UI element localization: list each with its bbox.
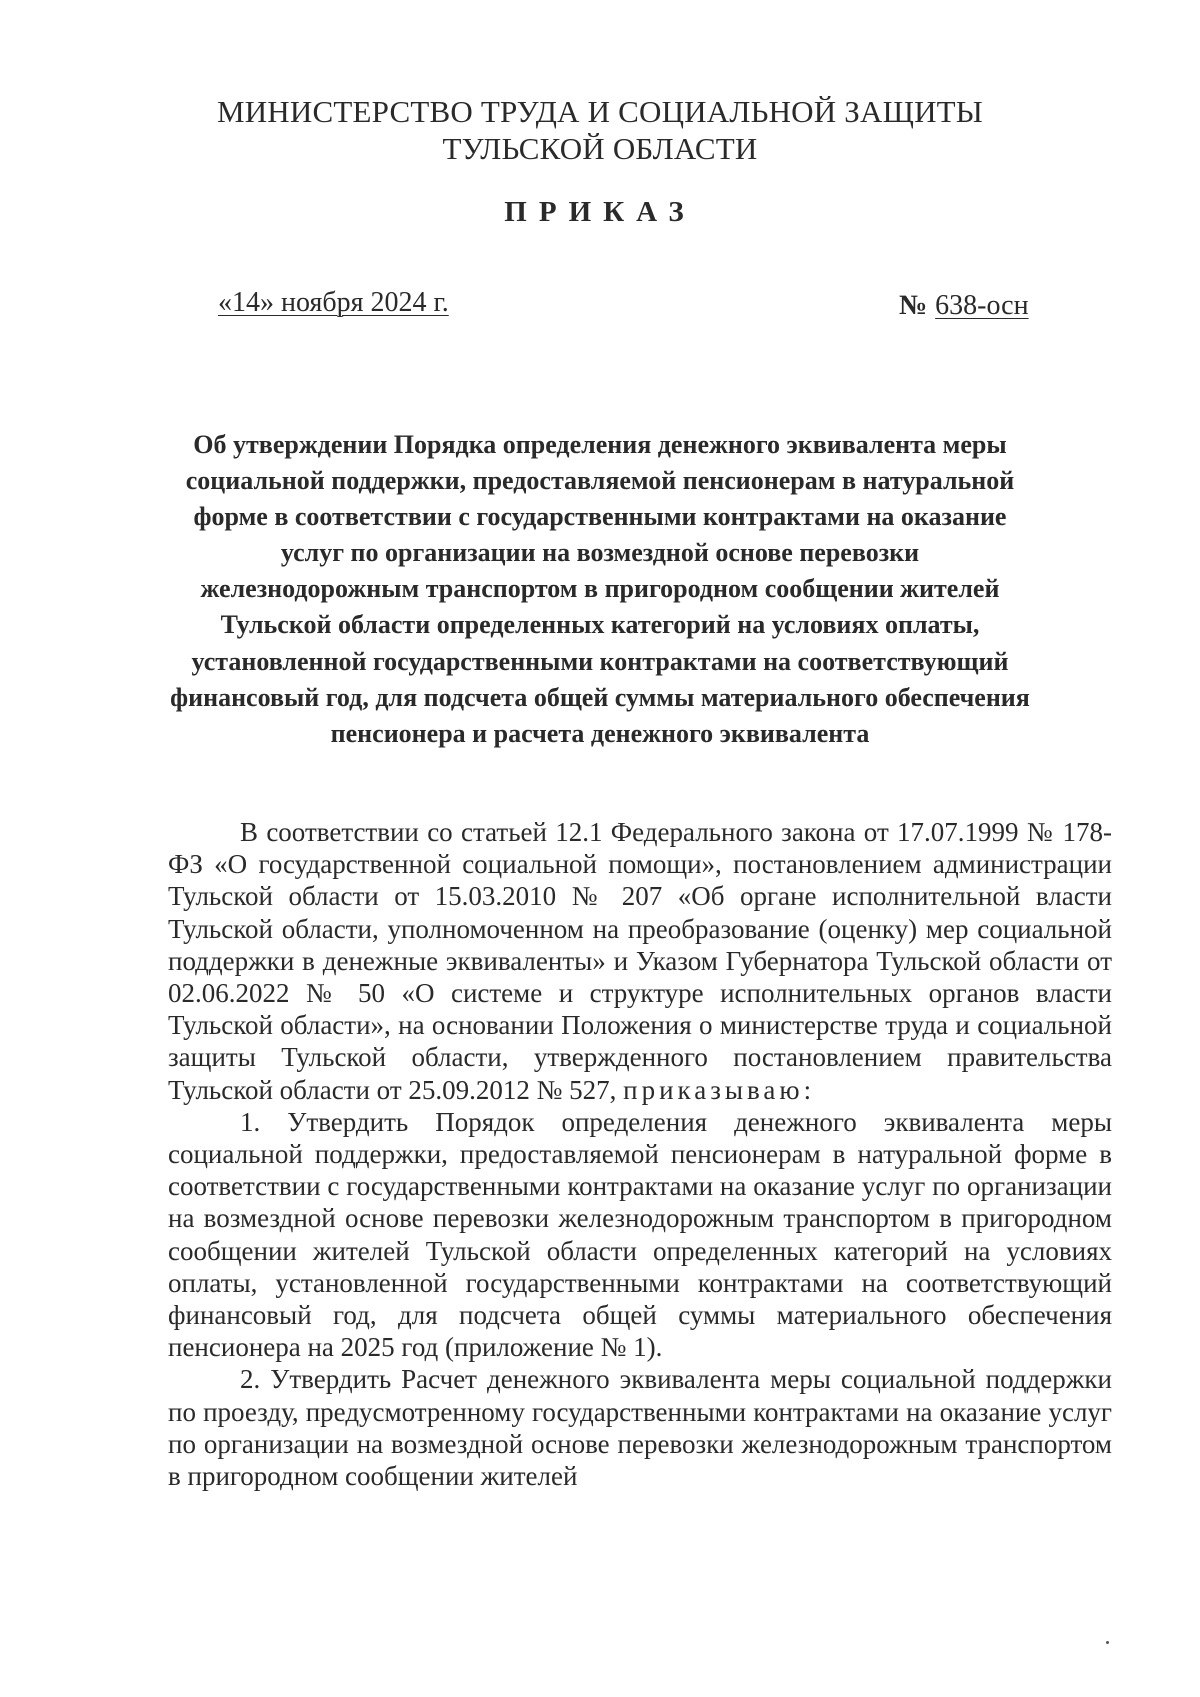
scan-speck <box>1106 1641 1109 1644</box>
item-1-paragraph: 1. Утвердить Порядок определения денежного эквивалента меры социальной поддержки, предоставляемой пенсионерам в натуральной форме в соответствии с государственными контрактами на оказание услуг по организации на возмездной основе перевозки железнодорожным транспортом в пригородном сообщении жителей Тульской области определенных категорий на условиях оплаты, установленной государственными контрактами на соответствующий финансовый год, для подсчета общей суммы материального обеспечения пенсионера на 2025 год (приложение № 1). <box>168 1106 1112 1363</box>
preamble-text: В соответствии со статьей 12.1 Федерального закона от 17.07.1999 № 178-ФЗ «О государственной социальной помощи», постановлением администрации Тульской области от 15.03.2010 № 207 «Об органе исполнительной власти Тульской области, уполномоченном на преобразование (оценку) мер социальной поддержки в денежные эквиваленты» и Указом Губернатора Тульской области от 02.06.2022 № 50 «О системе и структуре исполнительных органов власти Тульской области», на основании Положения о министерстве труда и социальной защиты Тульской области, утвержденного постановлением правительства Тульской области от 25.09.2012 № 527, <box>168 817 1112 1105</box>
order-date: «14» ноября 2024 г. <box>218 287 449 318</box>
order-body <box>168 816 1112 1492</box>
number-sign: № <box>899 290 928 321</box>
order-title: ПРИКАЗ <box>504 196 696 228</box>
order-number <box>899 290 1029 322</box>
item-2-paragraph: 2. Утвердить Расчет денежного эквивалента меры социальной поддержки по проезду, предусмотренному государственными контрактами на оказание услуг по организации на возмездной основе перевозки железнодорожным транспортом в пригородном сообщении жителей <box>168 1364 1112 1492</box>
ministry-name-line2: ТУЛЬСКОЙ ОБЛАСТИ <box>442 131 758 166</box>
ministry-name-line1: МИНИСТЕРСТВО ТРУДА И СОЦИАЛЬНОЙ ЗАЩИТЫ <box>216 94 984 129</box>
order-subject: Об утверждении Порядка определения денежного эквивалента меры социальной поддержки, предоставляемой пенсионерам в натуральной форме в соответствии с государственными контрактами на оказание услуг по организации на возмездной основе перевозки железнодорожным транспортом в пригородном сообщении жителей Тульской области определенных категорий на условиях оплаты, установленной государственными контрактами на соответствующий финансовый год, для подсчета общей суммы материального обеспечения пенсионера и расчета денежного эквивалента <box>170 430 1030 748</box>
number-value: 638-осн <box>935 290 1029 321</box>
preamble-paragraph <box>168 816 1112 1106</box>
decree-word: приказываю: <box>623 1074 816 1105</box>
